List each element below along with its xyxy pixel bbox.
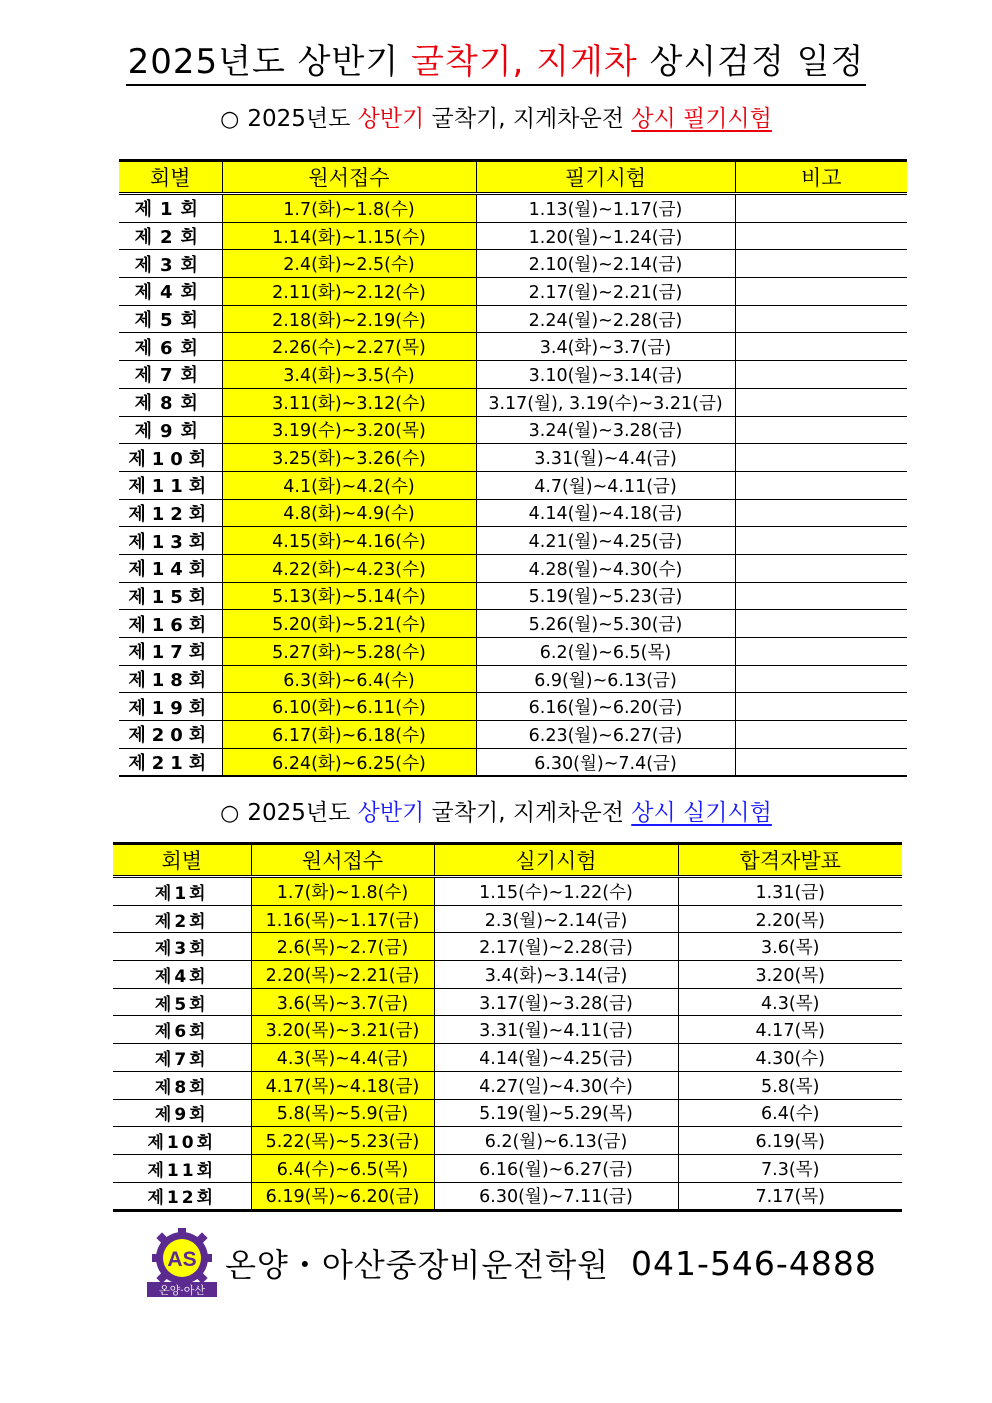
application-period-cell: 6.3(화)~6.4(수) <box>222 665 476 693</box>
round-cell: 제4회 <box>113 961 251 989</box>
round-cell: 제9회 <box>119 416 222 444</box>
result-announcement-cell: 6.4(수) <box>678 1099 902 1127</box>
round-cell: 제1회 <box>119 194 222 223</box>
table-row <box>119 721 907 749</box>
table-row <box>119 388 907 416</box>
round-cell: 제9회 <box>113 1099 251 1127</box>
written-exam-cell: 4.14(월)~4.18(금) <box>476 499 735 527</box>
note-cell <box>735 665 907 693</box>
table-row <box>113 877 902 906</box>
table-row <box>113 905 902 933</box>
result-announcement-cell: 4.17(목) <box>678 1016 902 1044</box>
note-cell <box>735 471 907 499</box>
round-cell: 제12회 <box>113 1182 251 1211</box>
round-cell: 제20회 <box>119 721 222 749</box>
written-exam-cell: 3.31(월)~4.4(금) <box>476 444 735 472</box>
table-header-row <box>119 161 907 194</box>
round-cell: 제5회 <box>113 988 251 1016</box>
result-announcement-cell: 4.30(수) <box>678 1044 902 1072</box>
note-cell <box>735 499 907 527</box>
table-row <box>113 1071 902 1099</box>
round-cell: 제6회 <box>119 333 222 361</box>
section1-suffix: 상시 필기시험 <box>631 106 772 132</box>
header-round: 회별 <box>113 844 251 877</box>
practical-exam-cell: 3.4(화)~3.14(금) <box>434 961 678 989</box>
round-cell: 제1회 <box>113 877 251 906</box>
table-row <box>119 361 907 389</box>
table-row <box>119 278 907 306</box>
table-row <box>113 933 902 961</box>
written-exam-cell: 4.21(월)~4.25(금) <box>476 527 735 555</box>
round-cell: 제11회 <box>113 1154 251 1182</box>
practical-exam-table <box>113 842 902 1212</box>
round-cell: 제16회 <box>119 610 222 638</box>
written-exam-cell: 3.24(월)~3.28(금) <box>476 416 735 444</box>
round-cell: 제11회 <box>119 471 222 499</box>
written-exam-table <box>119 159 907 777</box>
note-cell <box>735 582 907 610</box>
application-period-cell: 1.7(화)~1.8(수) <box>222 194 476 223</box>
circle-bullet-icon: ○ <box>220 801 240 826</box>
written-exam-cell: 6.2(월)~6.5(목) <box>476 638 735 666</box>
application-period-cell: 3.11(화)~3.12(수) <box>222 388 476 416</box>
logo-text: AS <box>167 1248 197 1271</box>
application-period-cell: 6.17(화)~6.18(수) <box>222 721 476 749</box>
application-period-cell: 2.18(화)~2.19(수) <box>222 305 476 333</box>
result-announcement-cell: 1.31(금) <box>678 877 902 906</box>
table-row <box>113 1127 902 1155</box>
academy-logo-icon <box>145 1228 219 1298</box>
result-announcement-cell: 7.3(목) <box>678 1154 902 1182</box>
table-row <box>119 582 907 610</box>
written-exam-cell: 3.4(화)~3.7(금) <box>476 333 735 361</box>
note-cell <box>735 333 907 361</box>
table-row <box>113 1016 902 1044</box>
round-cell: 제2회 <box>119 222 222 250</box>
table-row <box>119 638 907 666</box>
header-apply: 원서접수 <box>222 161 476 194</box>
header-exam: 실기시험 <box>434 844 678 877</box>
application-period-cell: 2.6(목)~2.7(금) <box>251 933 434 961</box>
table-row <box>119 305 907 333</box>
result-announcement-cell: 3.6(목) <box>678 933 902 961</box>
note-cell <box>735 388 907 416</box>
application-period-cell: 6.4(수)~6.5(목) <box>251 1154 434 1182</box>
round-cell: 제13회 <box>119 527 222 555</box>
application-period-cell: 3.19(수)~3.20(목) <box>222 416 476 444</box>
written-exam-cell: 2.17(월)~2.21(금) <box>476 278 735 306</box>
note-cell <box>735 610 907 638</box>
written-exam-cell: 5.19(월)~5.23(금) <box>476 582 735 610</box>
round-cell: 제7회 <box>113 1044 251 1072</box>
round-cell: 제7회 <box>119 361 222 389</box>
section1-heading <box>0 104 992 135</box>
table-row <box>119 748 907 776</box>
round-cell: 제5회 <box>119 305 222 333</box>
round-cell: 제8회 <box>119 388 222 416</box>
practical-exam-cell: 2.3(월)~2.14(금) <box>434 905 678 933</box>
academy-phone: 041-546-4888 <box>631 1243 877 1283</box>
header-apply: 원서접수 <box>251 844 434 877</box>
table-row <box>113 988 902 1016</box>
application-period-cell: 5.27(화)~5.28(수) <box>222 638 476 666</box>
table-row <box>113 1044 902 1072</box>
practical-exam-cell: 4.14(월)~4.25(금) <box>434 1044 678 1072</box>
practical-exam-cell: 2.17(월)~2.28(금) <box>434 933 678 961</box>
round-cell: 제18회 <box>119 665 222 693</box>
table-header-row <box>113 844 902 877</box>
application-period-cell: 3.25(화)~3.26(수) <box>222 444 476 472</box>
round-cell: 제4회 <box>119 278 222 306</box>
note-cell <box>735 693 907 721</box>
result-announcement-cell: 5.8(목) <box>678 1071 902 1099</box>
round-cell: 제6회 <box>113 1016 251 1044</box>
round-cell: 제3회 <box>119 250 222 278</box>
table-row <box>119 222 907 250</box>
section2-prefix: 2025년도 <box>247 800 358 826</box>
application-period-cell: 5.13(화)~5.14(수) <box>222 582 476 610</box>
result-announcement-cell: 7.17(목) <box>678 1182 902 1211</box>
practical-exam-cell: 6.2(월)~6.13(금) <box>434 1127 678 1155</box>
application-period-cell: 2.11(화)~2.12(수) <box>222 278 476 306</box>
table-row <box>113 1182 902 1211</box>
note-cell <box>735 721 907 749</box>
section1-prefix: 2025년도 <box>247 106 358 132</box>
application-period-cell: 4.3(목)~4.4(금) <box>251 1044 434 1072</box>
section2-middle: 굴착기, 지게차운전 <box>424 800 632 826</box>
application-period-cell: 1.7(화)~1.8(수) <box>251 877 434 906</box>
note-cell <box>735 638 907 666</box>
application-period-cell: 4.15(화)~4.16(수) <box>222 527 476 555</box>
round-cell: 제21회 <box>119 748 222 776</box>
written-exam-cell: 2.10(월)~2.14(금) <box>476 250 735 278</box>
application-period-cell: 3.4(화)~3.5(수) <box>222 361 476 389</box>
table-row <box>113 1099 902 1127</box>
round-cell: 제10회 <box>119 444 222 472</box>
table-row <box>119 250 907 278</box>
result-announcement-cell: 2.20(목) <box>678 905 902 933</box>
page-title <box>0 40 992 86</box>
note-cell <box>735 444 907 472</box>
round-cell: 제3회 <box>113 933 251 961</box>
application-period-cell: 2.4(화)~2.5(수) <box>222 250 476 278</box>
section2-suffix: 상시 실기시험 <box>631 800 772 826</box>
practical-exam-cell: 3.17(월)~3.28(금) <box>434 988 678 1016</box>
written-exam-cell: 1.13(월)~1.17(금) <box>476 194 735 223</box>
title-text-3: 상시검정 일정 <box>637 42 865 82</box>
written-exam-cell: 6.30(월)~7.4(금) <box>476 748 735 776</box>
table-row <box>119 665 907 693</box>
application-period-cell: 4.1(화)~4.2(수) <box>222 471 476 499</box>
written-exam-cell: 6.9(월)~6.13(금) <box>476 665 735 693</box>
result-announcement-cell: 6.19(목) <box>678 1127 902 1155</box>
application-period-cell: 6.10(화)~6.11(수) <box>222 693 476 721</box>
round-cell: 제10회 <box>113 1127 251 1155</box>
application-period-cell: 4.17(목)~4.18(금) <box>251 1071 434 1099</box>
practical-exam-cell: 5.19(월)~5.29(목) <box>434 1099 678 1127</box>
application-period-cell: 1.16(목)~1.17(금) <box>251 905 434 933</box>
written-exam-cell: 1.20(월)~1.24(금) <box>476 222 735 250</box>
application-period-cell: 3.6(목)~3.7(금) <box>251 988 434 1016</box>
written-exam-cell: 4.7(월)~4.11(금) <box>476 471 735 499</box>
table-row <box>119 333 907 361</box>
table-row <box>119 554 907 582</box>
header-note: 비고 <box>735 161 907 194</box>
application-period-cell: 4.8(화)~4.9(수) <box>222 499 476 527</box>
practical-exam-cell: 3.31(월)~4.11(금) <box>434 1016 678 1044</box>
written-exam-cell: 5.26(월)~5.30(금) <box>476 610 735 638</box>
table-row <box>119 693 907 721</box>
note-cell <box>735 305 907 333</box>
round-cell: 제14회 <box>119 554 222 582</box>
section2-highlight: 상반기 <box>357 800 425 826</box>
round-cell: 제2회 <box>113 905 251 933</box>
application-period-cell: 2.20(목)~2.21(금) <box>251 961 434 989</box>
table-row <box>119 499 907 527</box>
round-cell: 제8회 <box>113 1071 251 1099</box>
written-exam-cell: 3.10(월)~3.14(금) <box>476 361 735 389</box>
note-cell <box>735 554 907 582</box>
table-row <box>113 961 902 989</box>
header-result: 합격자발표 <box>678 844 902 877</box>
note-cell <box>735 416 907 444</box>
result-announcement-cell: 3.20(목) <box>678 961 902 989</box>
round-cell: 제15회 <box>119 582 222 610</box>
round-cell: 제17회 <box>119 638 222 666</box>
application-period-cell: 4.22(화)~4.23(수) <box>222 554 476 582</box>
title-text-highlight: 굴착기, 지게차 <box>411 42 638 82</box>
note-cell <box>735 194 907 223</box>
section2-heading <box>0 798 992 829</box>
practical-exam-cell: 6.30(월)~7.11(금) <box>434 1182 678 1211</box>
logo-caption: 온양·아산 <box>158 1284 206 1297</box>
application-period-cell: 1.14(화)~1.15(수) <box>222 222 476 250</box>
section1-middle: 굴착기, 지게차운전 <box>424 106 632 132</box>
application-period-cell: 3.20(목)~3.21(금) <box>251 1016 434 1044</box>
table-row <box>119 610 907 638</box>
application-period-cell: 2.26(수)~2.27(목) <box>222 333 476 361</box>
note-cell <box>735 278 907 306</box>
application-period-cell: 6.24(화)~6.25(수) <box>222 748 476 776</box>
note-cell <box>735 361 907 389</box>
academy-name: 온양・아산중장비운전학원 <box>225 1246 610 1284</box>
written-exam-cell: 3.17(월), 3.19(수)~3.21(금) <box>476 388 735 416</box>
round-cell: 제12회 <box>119 499 222 527</box>
note-cell <box>735 748 907 776</box>
application-period-cell: 5.8(목)~5.9(금) <box>251 1099 434 1127</box>
note-cell <box>735 527 907 555</box>
practical-exam-cell: 4.27(일)~4.30(수) <box>434 1071 678 1099</box>
result-announcement-cell: 4.3(목) <box>678 988 902 1016</box>
application-period-cell: 6.19(목)~6.20(금) <box>251 1182 434 1211</box>
table-row <box>119 444 907 472</box>
table-row <box>119 194 907 223</box>
circle-bullet-icon: ○ <box>220 107 240 132</box>
table-row <box>113 1154 902 1182</box>
written-exam-cell: 6.16(월)~6.20(금) <box>476 693 735 721</box>
application-period-cell: 5.22(목)~5.23(금) <box>251 1127 434 1155</box>
table-row <box>119 527 907 555</box>
practical-exam-cell: 1.15(수)~1.22(수) <box>434 877 678 906</box>
written-exam-cell: 6.23(월)~6.27(금) <box>476 721 735 749</box>
section1-highlight: 상반기 <box>357 106 425 132</box>
written-exam-cell: 2.24(월)~2.28(금) <box>476 305 735 333</box>
practical-exam-cell: 6.16(월)~6.27(금) <box>434 1154 678 1182</box>
table-row <box>119 416 907 444</box>
written-exam-cell: 4.28(월)~4.30(수) <box>476 554 735 582</box>
title-text-1: 2025년도 상반기 <box>127 42 411 82</box>
note-cell <box>735 250 907 278</box>
round-cell: 제19회 <box>119 693 222 721</box>
header-round: 회별 <box>119 161 222 194</box>
academy-footer <box>145 1228 877 1298</box>
table-row <box>119 471 907 499</box>
application-period-cell: 5.20(화)~5.21(수) <box>222 610 476 638</box>
note-cell <box>735 222 907 250</box>
header-exam: 필기시험 <box>476 161 735 194</box>
